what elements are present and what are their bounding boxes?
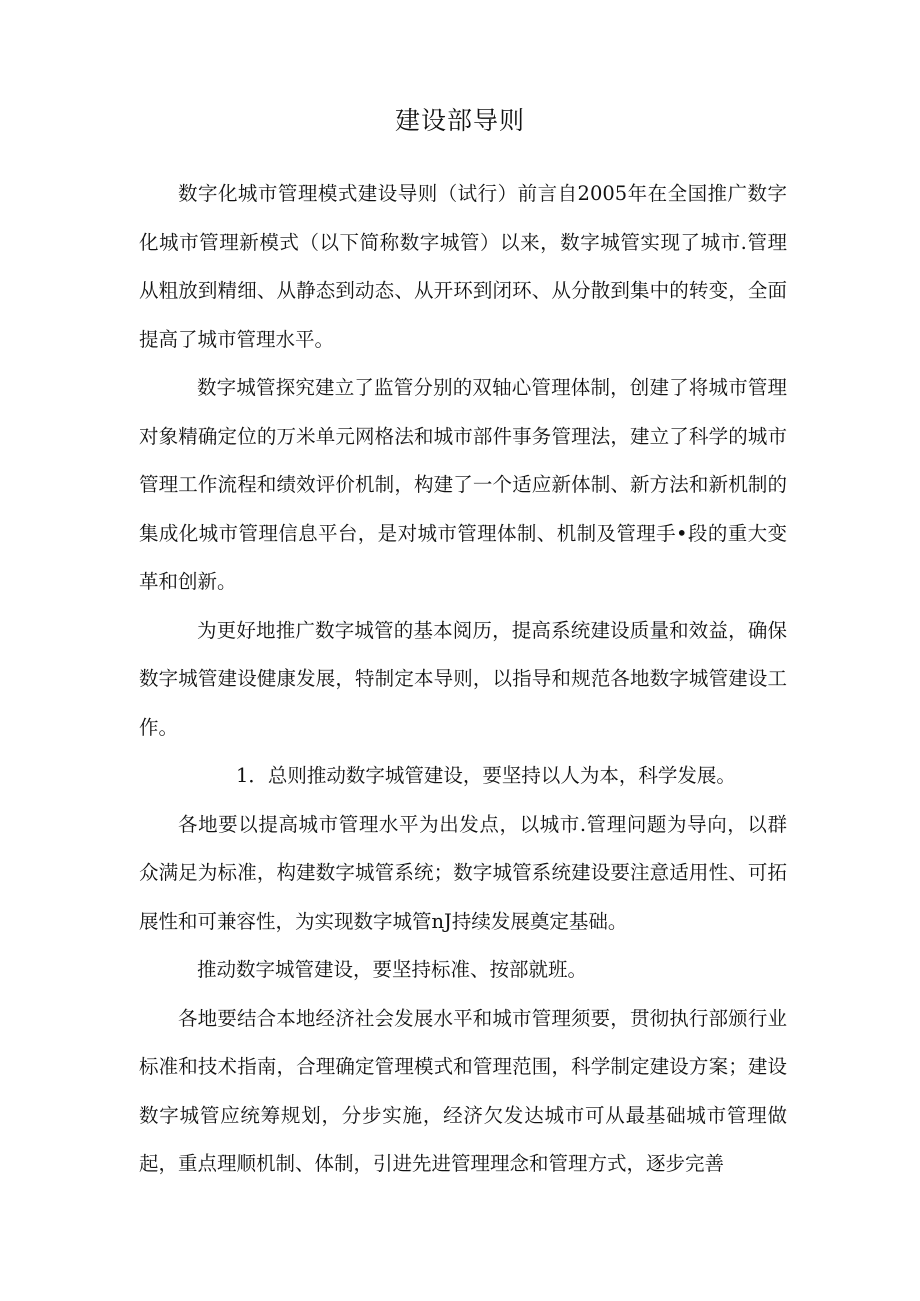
page-title: 建设部导则 bbox=[394, 106, 525, 135]
paragraph-purpose: 为更好地推广数字城管的基本阅历，提高系统建设质量和效益，确保数字城管建设健康发展，特制定本导则，以指导和规范各地数字城管建设工作。 bbox=[139, 618, 787, 739]
paragraph-preface: 数字化城市管理模式建设导则（试行）前言自2005年在全国推广数字化城市管理新模式（以下简称数字城管）以来，数字城管实现了城市.管理从粗放到精细、从静态到动态、从开环到闭环、从分散到集中的转变，全面提高了城市管理水平。 bbox=[139, 182, 787, 351]
paragraph-standards: 推动数字城管建设，要坚持标准、按部就班。 bbox=[197, 958, 588, 981]
section-heading-general: 1．总则推动数字城管建设，要坚持以人为本，科学发展。 bbox=[236, 764, 736, 787]
paragraph-dual-axis: 数字城管探究建立了监管分别的双轴心管理体制，创建了将城市管理对象精确定位的万米单元网格法和城市部件事务管理法，建立了科学的城市管理工作流程和绩效评价机制，构建了一个适应新体制、新方法和新机制的集成化城市管理信息平台，是对城市管理体制、机制及管理手•段的重大变革和创新。 bbox=[139, 376, 787, 593]
paragraph-local-planning: 各地要结合本地经济社会发展水平和城市管理须要，贯彻执行部颁行业标准和技术指南，合理确定管理模式和管理范围，科学制定建设方案；建设数字城管应统筹规划，分步实施，经济欠发达城市可从最基础城市管理做起，重点理顺机制、体制，引进先进管理理念和管理方式，逐步完善 bbox=[139, 1006, 787, 1175]
document-body bbox=[139, 170, 787, 1189]
paragraph-people-oriented: 各地要以提高城市管理水平为出发点，以城市.管理问题为导向，以群众满足为标准，构建数字城管系统；数字城管系统建设要注意适用性、可拓展性和可兼容性，为实现数字城管nJ持续发展奠定基础。 bbox=[139, 812, 787, 933]
